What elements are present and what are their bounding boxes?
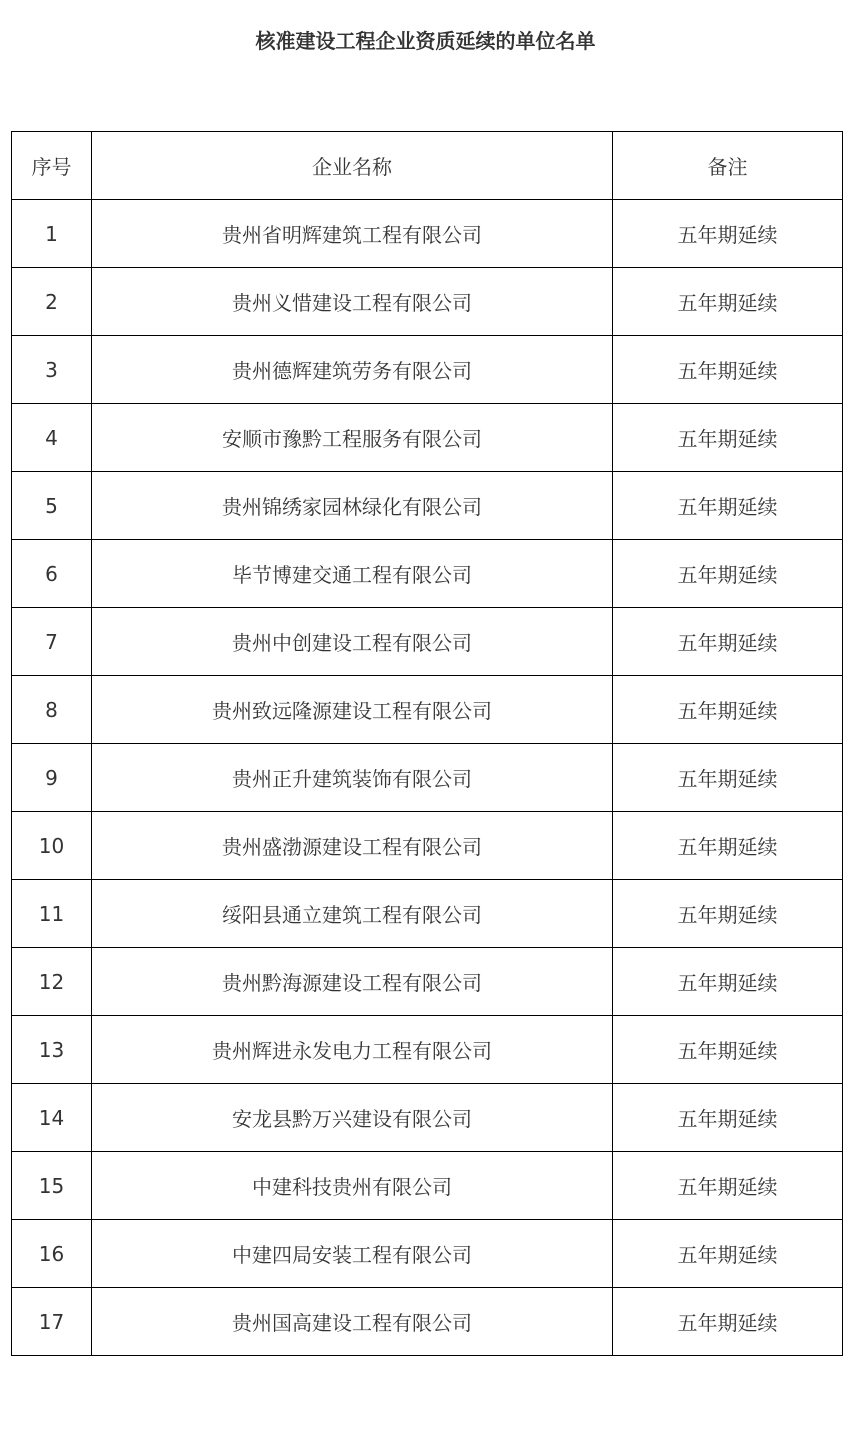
row-serial-number: 11 (12, 880, 92, 948)
row-company-name: 中建四局安装工程有限公司 (92, 1220, 613, 1288)
row-serial-number: 4 (12, 404, 92, 472)
row-serial-number: 14 (12, 1084, 92, 1152)
row-company-name: 毕节博建交通工程有限公司 (92, 540, 613, 608)
row-remark: 五年期延续 (613, 880, 843, 948)
row-serial-number: 6 (12, 540, 92, 608)
row-serial-number: 3 (12, 336, 92, 404)
table-row (12, 676, 843, 744)
row-serial-number: 16 (12, 1220, 92, 1288)
table-row (12, 1016, 843, 1084)
header-remark: 备注 (613, 132, 843, 200)
row-company-name: 贵州中创建设工程有限公司 (92, 608, 613, 676)
row-serial-number: 13 (12, 1016, 92, 1084)
row-company-name: 贵州义惜建设工程有限公司 (92, 268, 613, 336)
header-company-name: 企业名称 (92, 132, 613, 200)
row-company-name: 贵州致远隆源建设工程有限公司 (92, 676, 613, 744)
table-row (12, 540, 843, 608)
row-company-name: 中建科技贵州有限公司 (92, 1152, 613, 1220)
row-remark: 五年期延续 (613, 608, 843, 676)
row-remark: 五年期延续 (613, 472, 843, 540)
row-serial-number: 15 (12, 1152, 92, 1220)
row-company-name: 贵州锦绣家园林绿化有限公司 (92, 472, 613, 540)
row-remark: 五年期延续 (613, 1220, 843, 1288)
row-company-name: 贵州黔海源建设工程有限公司 (92, 948, 613, 1016)
row-serial-number: 17 (12, 1288, 92, 1356)
row-company-name: 安龙县黔万兴建设有限公司 (92, 1084, 613, 1152)
row-remark: 五年期延续 (613, 1084, 843, 1152)
table-row (12, 1288, 843, 1356)
row-serial-number: 2 (12, 268, 92, 336)
row-remark: 五年期延续 (613, 812, 843, 880)
row-company-name: 贵州辉进永发电力工程有限公司 (92, 1016, 613, 1084)
row-company-name: 贵州德辉建筑劳务有限公司 (92, 336, 613, 404)
row-company-name: 安顺市豫黔工程服务有限公司 (92, 404, 613, 472)
table-row (12, 948, 843, 1016)
table-header-row (12, 132, 843, 200)
table-row (12, 812, 843, 880)
table-row (12, 608, 843, 676)
row-remark: 五年期延续 (613, 200, 843, 268)
row-serial-number: 5 (12, 472, 92, 540)
table-row (12, 336, 843, 404)
row-company-name: 贵州盛渤源建设工程有限公司 (92, 812, 613, 880)
table-row (12, 744, 843, 812)
header-serial-number: 序号 (12, 132, 92, 200)
row-remark: 五年期延续 (613, 1288, 843, 1356)
row-serial-number: 12 (12, 948, 92, 1016)
company-list-table (11, 131, 843, 1356)
row-remark: 五年期延续 (613, 676, 843, 744)
table-row (12, 1152, 843, 1220)
row-serial-number: 10 (12, 812, 92, 880)
row-serial-number: 8 (12, 676, 92, 744)
page-title: 核准建设工程企业资质延续的单位名单 (255, 29, 596, 53)
row-company-name: 贵州正升建筑装饰有限公司 (92, 744, 613, 812)
table-row (12, 1220, 843, 1288)
table-row (12, 472, 843, 540)
table-row (12, 1084, 843, 1152)
row-serial-number: 9 (12, 744, 92, 812)
table-row (12, 880, 843, 948)
row-serial-number: 7 (12, 608, 92, 676)
table-row (12, 404, 843, 472)
table-row (12, 268, 843, 336)
row-remark: 五年期延续 (613, 1152, 843, 1220)
row-remark: 五年期延续 (613, 540, 843, 608)
row-remark: 五年期延续 (613, 404, 843, 472)
row-remark: 五年期延续 (613, 948, 843, 1016)
row-company-name: 绥阳县通立建筑工程有限公司 (92, 880, 613, 948)
row-remark: 五年期延续 (613, 1016, 843, 1084)
table-row (12, 200, 843, 268)
row-remark: 五年期延续 (613, 336, 843, 404)
row-remark: 五年期延续 (613, 744, 843, 812)
row-serial-number: 1 (12, 200, 92, 268)
row-company-name: 贵州省明辉建筑工程有限公司 (92, 200, 613, 268)
row-remark: 五年期延续 (613, 268, 843, 336)
row-company-name: 贵州国高建设工程有限公司 (92, 1288, 613, 1356)
